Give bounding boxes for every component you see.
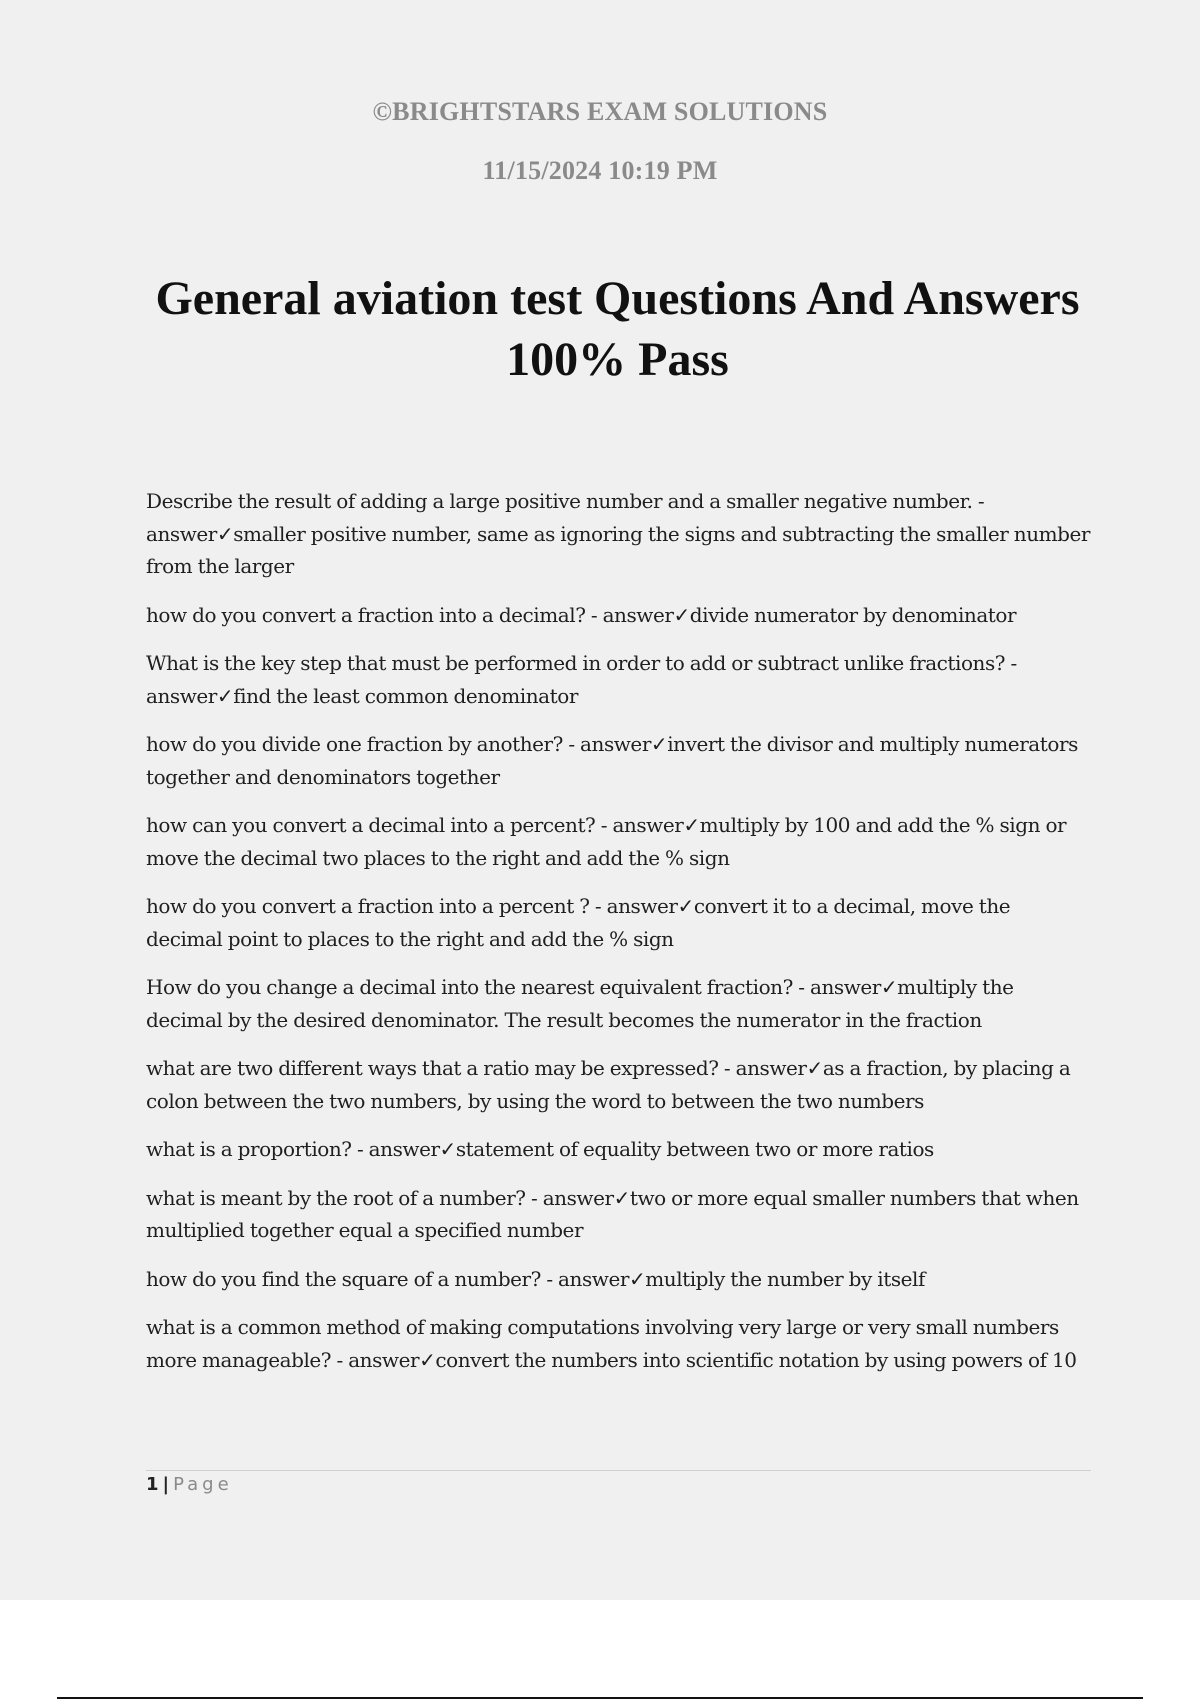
title-line-1: General aviation test Questions And Answers xyxy=(155,272,1080,325)
qa-item: how do you divide one fraction by another? - answer✓invert the divisor and multiply numerators together and denominators together xyxy=(146,732,1078,789)
footer-separator: | xyxy=(162,1474,170,1495)
qa-item: how do you convert a fraction into a percent ? - answer✓convert it to a decimal, move the decimal point to places to the right and add the % sign xyxy=(146,894,1011,951)
qa-item: what is a proportion? - answer✓statement of equality between two or more ratios xyxy=(146,1137,934,1161)
qa-item: how do you find the square of a number? - answer✓multiply the number by itself xyxy=(146,1266,925,1291)
qa-list xyxy=(146,485,1091,1392)
header-brand: ©BRIGHTSTARS EXAM SOLUTIONS xyxy=(372,97,828,126)
qa-item: how do you convert a fraction into a decimal? - answer✓divide numerator by denominator xyxy=(146,602,1017,627)
page-number: 1 xyxy=(146,1474,159,1495)
qa-item: What is the key step that must be performed in order to add or subtract unlike fractions? - answer✓find the least common denominator xyxy=(146,651,1017,708)
title-line-2: 100% Pass xyxy=(506,333,729,386)
document-title xyxy=(100,268,1135,390)
qa-item: what is meant by the root of a number? - answer✓two or more equal smaller numbers that when multiplied together equal a specified number xyxy=(146,1185,1079,1242)
qa-item: How do you change a decimal into the nearest equivalent fraction? - answer✓multiply the decimal by the desired denominator. The result becomes the numerator in the fraction xyxy=(146,975,1014,1032)
header-datetime: 11/15/2024 10:19 PM xyxy=(482,156,718,185)
next-page-top-rule xyxy=(57,1697,1143,1699)
qa-item: what are two different ways that a ratio may be expressed? - answer✓as a fraction, by placing a colon between the two numbers, by using the word to between the two numbers xyxy=(146,1056,1071,1113)
page-label: Page xyxy=(173,1474,233,1495)
qa-item: how can you convert a decimal into a percent? - answer✓multiply by 100 and add the % sign or move the decimal two places to the right and add the % sign xyxy=(146,813,1067,870)
page-footer xyxy=(146,1474,233,1495)
qa-item: what is a common method of making computations involving very large or very small numbers more manageable? - answer✓convert the numbers into scientific notation by using powers of 10 xyxy=(146,1315,1077,1372)
footer-divider xyxy=(146,1470,1091,1471)
qa-item: Describe the result of adding a large positive number and a smaller negative number. - answer✓smaller positive number, same as ignoring the signs and subtracting the smaller number from the larger xyxy=(146,489,1090,578)
